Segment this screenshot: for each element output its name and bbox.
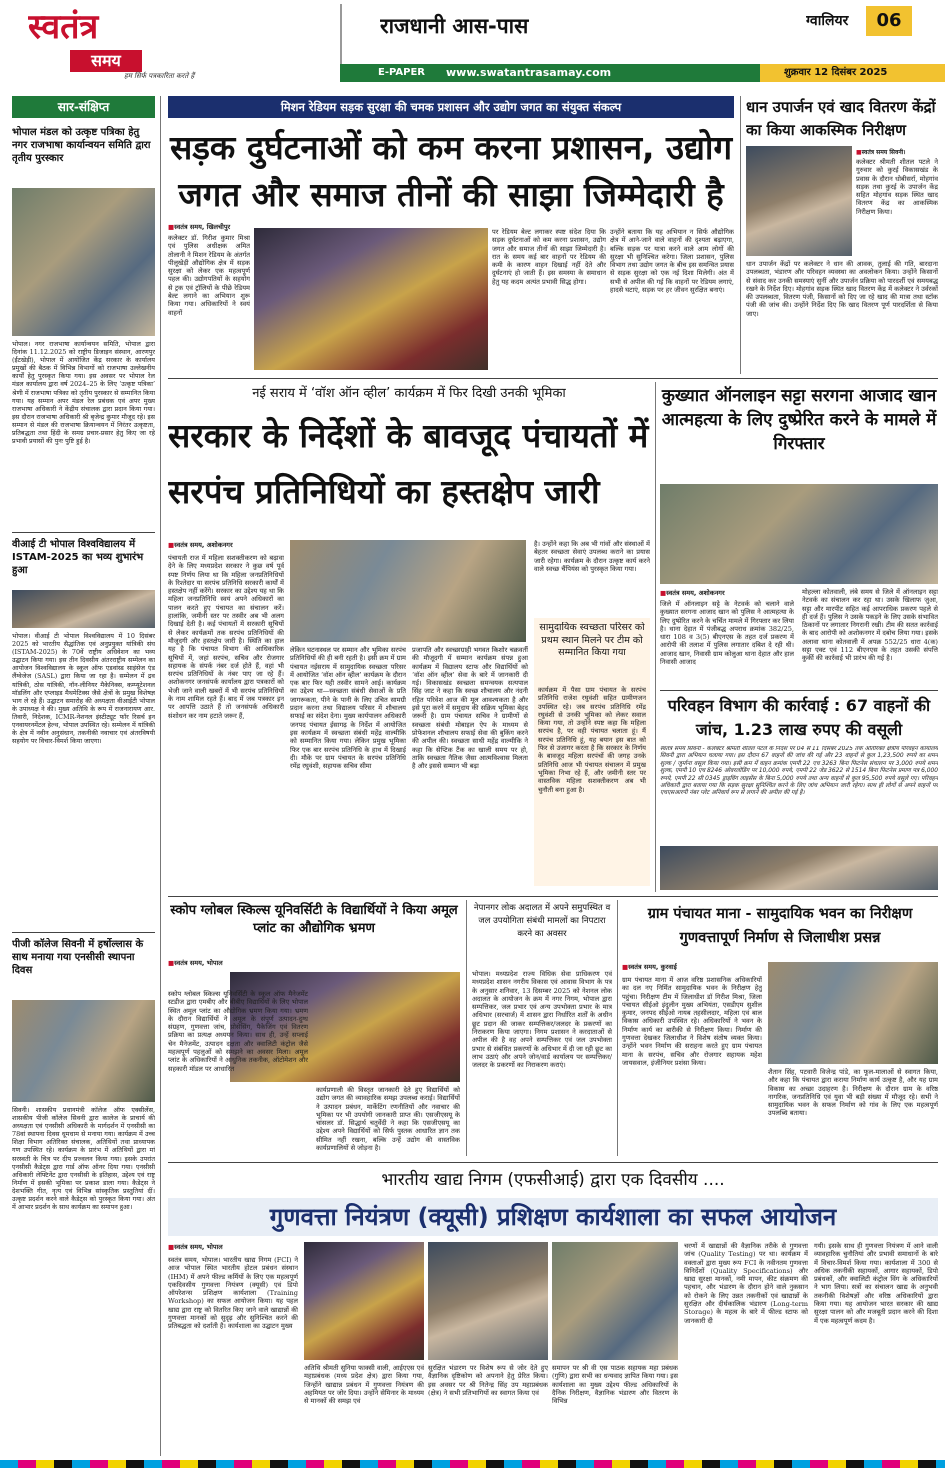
story4-photo xyxy=(660,846,938,890)
story6-headline: नेपानगर लोक अदालत में अपने समुपस्थित व जल उपयोगिता संबंधी मामलों का निपटारा करने का अवसर xyxy=(473,903,611,939)
story8-col2: अतिथि श्रीमती सुनिया फाक्सी वाली, आईएएस एवं महाप्रबंधक (मध्य प्रदेश क्षेत्र) द्वारा किया गया, जिन्होंने खाद्यान्न प्रबंधन में गुणवत्ता नियंत्रण की अहमियत पर जोर दिया। उन्होंने सेमिनार के माध्यम से मानकों की समझ एवं xyxy=(304,1364,424,1406)
story7-headline: ग्राम पंचायत माना - सामुदायिक भवन का निरीक्षण गुणवत्तापूर्ण निर्माण से जिलाधीश प्रसन्न xyxy=(647,906,913,946)
sidebar-item1-body: भोपाल। नगर राजभाषा कार्यान्वयन समिति, भोपाल द्वारा दिनांक 11.12.2025 को राष्ट्रीय डिजाइन संस्थान, आरणपुर (ईंटखेड़ी), भोपाल में आयोजित केंद्र सरकार के कार्यालय प्रमुखों की बैठक में विभिन्न विभागों को राजभाषा उल्लेखनीय कार्यों हेतु पुरस्कृत किया गया। इस अवसर पर भोपाल रेल मंडल कार्यालय द्वारा वर्ष 2024–25 के लिए ‘उत्कृष्ट पत्रिका’ श्रेणी में राजभाषा पत्रिका को तृतीय पुरस्कार से सम्मानित किया गया। यह सम्मान अपर मंडल रेल प्रबंधक एवं अपर मुख्य राजभाषा अधिकारी ने केंद्रीय संचालक द्वारा प्रदान किया गया। इस दौरान राजभाषा अधिकारी श्री बृजेन्द्र कुमार मौजूद रहे। इस सम्मान से मंडल की राजभाषा क्रियान्वयन में निरंतर उत्कृष्टता, प्रतिबद्धता तथा हिंदी के समग्र प्रचार-प्रसार हेतु किए जा रहे प्रभावी प्रयासों की पुनः पुष्टि हुई है। xyxy=(12,340,155,446)
story7-col1: ग्राम पंचायत माना में आज वरिष्ठ प्रशासनिक अधिकारियों का दल नए निर्मित सामुदायिक भवन के निरीक्षण हेतु पहुंचा। निरीक्षण टीम में जिलाधीश डॉ गिरीश मिश्रा, जिला पंचायत सीईओ इंदुलीन मुख्य अभियंता, एसडीएम सुशील कुमार, जनपद सीईओ नायब तहसीलदार, महिला एवं बाल विकास अधिकारी उपस्थित रहे। अधिकारियों ने भवन के निर्माण कार्य का बारीकी से निरीक्षण किया। निर्माण की गुणवत्ता देखकर जिलाधीश ने विशेष संतोष व्यक्त किया। उन्होंने भवन निर्माण की सराहना करते हुए ग्राम पंचायत माना के सरपंच, सचिव और रोजगार सहायक महेश जायसवाल, इंजीनियर प्रशंसा किया। xyxy=(622,976,762,1067)
section-title: राजधानी आस-पास xyxy=(380,14,529,38)
story8-kicker: भारतीय खाद्य निगम (एफसीआई) द्वारा एक दिवसीय .... xyxy=(381,1170,725,1190)
story8-photo-2 xyxy=(428,1242,548,1360)
sidebar xyxy=(12,96,155,1456)
story6-body: भोपाल। मध्यप्रदेश राज्य विधिक सेवा प्राधिकरण एवं मध्यप्रदेश शासन नगरीय विकास एवं आवास विभाग के पत्र के अनुसार शनिवार, 13 दिसम्बर 2025 को नेशनल लोक अदालत के आयोजन के क्रम में नगर निगम, भोपाल द्वारा सम्पत्तिकर, जल प्रभार एवं अन्य उपभोक्ता प्रभार के मात्र अधिभार (सरचार्ज) में शासन द्वारा निर्धारित शर्तों के अधीन छूट प्रदान की जाकर सम्पत्तिकर/जलदर के प्रकरणों का निराकरण किया जाएगा। निगम प्रशासन ने करदाताओं से अपील की है वह अपने सम्पत्तिकर एवं जल उपभोक्ता प्रभार से संबंधित प्रकरणों के अधिभार में दी जा रही छूट का लाभ उठाएं और अपने जोन/वार्ड कार्यालय पर सम्पत्तिकर/जलदर के प्रकरणों का निराकरण कराएं। xyxy=(472,970,612,1070)
sidebar-item1-photo xyxy=(12,188,155,336)
story8-col6: गयी। इसके साथ ही गुणवत्ता नियंत्रण में आने वाली व्यावहारिक चुनौतियां और प्रभावी समाधानों के बारे में विचार-विमर्श किया गया। कार्यशाला में 300 से अधिक तकनीकी सहायकों, आगार सहायकों, डिपो प्रबंधकों, और क्वालिटी कंट्रोल विंग के अधिकारियों ने भाग लिया। सत्रों का संचालन खाद्य के अनुभवी तकनीकी विशेषज्ञों और वरिष्ठ अधिकारियों द्वारा किया गया। यह आयोजन भारत सरकार की खाद्य सुरक्षा पालन को और मजबूती प्रदान करने की दिशा में एक महत्वपूर्ण कदम है। xyxy=(814,1242,938,1325)
sidebar-divider-1 xyxy=(12,532,155,533)
story2-box-body: कार्यक्रम में पैसा ग्राम पंचायत के सरपंच प्रतिनिधि राजेश रघुवंशी सहित ग्रामीणजन उपस्थित रहे। जब सरपंच प्रतिनिधि रमेंद्र रघुवंशी से उनकी भूमिका को लेकर सवाल किया गया, तो उन्होंने स्पष्ट कहा कि महिला सरपंच है, पर वही पंचायत चलाता हूं। मैं सरपंच प्रतिनिधि हूं, यह बयान इस बात को फिर से उजागर करता है कि सरकार के निर्णय के बावजूद महिला सरपंचों की जगह उनके प्रतिनिधि आज भी पंचायत संचालन में प्रमुख भूमिका निभा रहे हैं, और जमीनी स्तर पर वास्तविक महिला सशक्तीकरण अब भी चुनौती बना हुआ है। xyxy=(538,686,646,794)
story3-byline: ■ स्वतंत्र समय, अशोकनगर xyxy=(660,588,820,598)
sidebar-item3-headline: पीजी कॉलेज सिवनी में हर्षोल्लास के साथ मनाया गया एनसीसी स्थापना दिवस xyxy=(12,939,144,976)
sidebar-vertical-rule xyxy=(160,96,161,1456)
story3-photo xyxy=(660,484,938,584)
story5-right-rule xyxy=(466,900,467,1156)
story2-col2: लेकिन घटनास्थल पर सम्मान और भूमिका सरपंच प्रतिनिधियों की ही बनी रहती है। इसी क्रम में ग्राम पंचायत नईसराय में सामुदायिक स्वच्छता परिसर में आयोजित ‘वॉश ऑन व्हील’ कार्यक्रम के दौरान एक बार फिर यही तस्वीर सामने आई। कार्यक्रम का उद्देश्य था—स्वच्छता संबंधी सेवाओं के प्रति जागरूकता, पीने के पानी के लिए उचित सामग्री प्रदान करना तथा विद्यालय परिसर में शौचालय सफाई का संदेश देना। मुख्य कार्यपालन अधिकारी जनपद पंचायत ईसागढ़ के निर्देश में आयोजित इस कार्यक्रम में स्वच्छता संबंधी महेंद्र वाल्मीकि को सम्मानित किया गया। लेकिन प्रमुख भूमिका फिर एक बार सरपंच प्रतिनिधि के हाथ में दिखाई दी। मौके पर ग्राम पंचायत के सरपंच प्रतिनिधि रमेंद्र रघुवंशी, सहायक सचिव सीमा xyxy=(290,646,406,771)
sidebar-divider-2 xyxy=(12,932,155,933)
story5-col2: कार्यप्रणाली की विस्तृत जानकारी देते हुए विद्यार्थियों को उद्योग जगत की व्यावहारिक समझ उपलब्ध कराई। विद्यार्थियों ने उत्पादन प्रबंधन, मार्केटिंग रणनीतियों और नवाचार की भूमिका पर भी उपयोगी जानकारी प्राप्त की। एसजीएसयू के चांसलर डॉ. सिद्धार्थ चतुर्वेदी ने कहा कि एसजीएसयू का उद्देश्य अपने विद्यार्थियों को सिर्फ पुस्तक आधारित ज्ञान तक सीमित नहीं रखना, बल्कि उन्हें उद्योग की वास्तविक कार्यप्रणालियों से जोड़ना है। xyxy=(316,1086,460,1153)
sidebar-item2-photo xyxy=(12,590,155,628)
lead-right-rule xyxy=(740,96,741,374)
story2-box-title: सामुदायिक स्वच्छता परिसर को प्रथम स्थान मिलने पर टीम को सम्मानित किया गया xyxy=(539,622,645,658)
sidebar-item2-body: भोपाल। वीआई टी भोपाल विश्वविद्यालय में 10 दिसंबर 2025 को भारतीय सैद्धांतिक एवं अनुप्रयुक्त यांत्रिकी संघ (ISTAM-2025) के 70वें राष्ट्रीय अधिवेशन का भव्य उद्घाटन किया गया। इस तीन दिवसीय अंतरराष्ट्रीय सम्मेलन का आयोजन विश्वविद्यालय के स्कूल ऑफ एडवांस्ड साइंसेज एंड लैंग्वेजेज (SASL) द्वारा किया जा रहा है। सम्मेलन में द्रव यांत्रिकी, ठोस यांत्रिकी, नॉन-लीनियर मैकेनिक्स, कम्प्यूटेशनल मॉडलिंग और एप्लाइड मैथमेटिक्स जैसे क्षेत्रों के प्रमुख विशेषज्ञ भाग ले रहे हैं। उद्घाटन समारोह की अध्यक्षता वीआईटी भोपाल के उपाध्यक्ष ने की। मुख्य अतिथि के रूप में राजनारायण आर. तिवारी, निदेशक, ICMR-नेशनल इंस्टीट्यूट फॉर रिसर्च इन एनवायरनमेंटल हेल्थ, भोपाल उपस्थित रहे। सम्मेलन में यांत्रिकी के क्षेत्र में नवीन अनुसंधान, तकनीकी नवाचार एवं अंतरविषयी सहयोग पर विचार-विमर्श किया जाएगा। xyxy=(12,632,155,746)
sidebar-item3-body: सिवनी। शासकीय प्रधानमंत्री कॉलेज ऑफ एक्सीलेंस, शासकीय पीजी कॉलेज सिवनी द्वारा कालेज के प्राचार्य की अध्यक्षता एवं एनसीसी अधिकारी के मार्गदर्शन में एनसीसी का 78वां स्थापना दिवस धूमधाम से मनाया गया। कार्यक्रम में उच्च शिक्षा विभाग अतिरिक्त संचालक, अतिथियों तथा प्राध्यापक गण उपस्थित रहे। कार्यक्रम के प्रारंभ में अतिथियों द्वारा मां सरस्वती के चित्र पर दीप प्रज्वलन किया गया। इसके उपरांत एनसीसी कैडेट्स द्वारा गार्ड ऑफ ऑनर दिया गया। एनसीसी अधिकारी लेफ्टिनेंट द्वारा एनसीसी के इतिहास, उद्देश्य एवं राष्ट्र निर्माण में इसकी भूमिका पर प्रकाश डाला गया। कैडेट्स ने देशभक्ति गीत, नृत्य एवं विभिन्न सांस्कृतिक प्रस्तुतियां दीं। उत्कृष्ट प्रदर्शन करने वाले कैडेट्स को पुरस्कृत किया गया। अंत में आभार प्रदर्शन के साथ कार्यक्रम का समापन हुआ। xyxy=(12,1106,155,1212)
lead-kicker: मिशन रेडियम सड़क सुरक्षा की चमक प्रशासन और उद्योग जगत का संयुक्त संकल्प xyxy=(168,96,734,118)
lead-col3: उन्होंने बताया कि यह अभियान न सिर्फ औद्योगिक क्षेत्र में आने-जाने वाले वाहनों की दृश्यता बढ़ाएगा, बल्कि सड़क पर यात्रा करने वाले आम लोगों की सुरक्षा भी सुनिश्चित करेगा। जिला प्रशासन, पुलिस विभाग तथा उद्योग जगत के बीच इस समन्वित प्रयास से सड़क सुरक्षा को एक नई दिशा मिलेगी। अंत में सभी से अपील की गई कि वाहनों पर रेडियम लगाएं, हादसे घटाएं, सड़क पर हर जीवन सुरक्षित बनाएं। xyxy=(610,228,734,295)
sidebar-item2-headline: वीआई टी भोपाल विश्वविद्यालय में ISTAM-2025 का भव्य शुभारंभ हुआ xyxy=(12,539,144,576)
story8-photo-1 xyxy=(304,1242,424,1360)
issue-date: शुक्रवार 12 दिसंबर 2025 xyxy=(784,67,888,78)
logo xyxy=(22,6,195,86)
story7-byline: ■ स्वतंत्र समय, कुरवाई xyxy=(622,962,782,972)
story5-byline: ■ स्वतंत्र समय, भोपाल xyxy=(168,958,328,968)
sidebar-title: सार-संक्षिप्त xyxy=(12,96,155,118)
story2-byline: ■ स्वतंत्र समय, अशोकनगर xyxy=(168,540,368,550)
story4-body: स्वतंत्र समय सिवनी - कलेक्टर श्रीमती शीतल पटले के निर्देश पर 04 से 11 दिसंबर 2025 तक अतिरिक्त क्षेत्रीय परिवहन कार्यालय सिवनी द्वारा अभियान चलाया गया। इस दौरान 67 वाहनों की जांच की गई और 23 वाहनों से कुल 1,23,500 रुपये का शमन शुल्क / जुर्माना वसूल किया गया। इसी क्रम में वाहन क्रमांक एमपी 22 एच 3263 बिना फिटनेस संचालन पर 3,000 रुपये शमन शुल्क, एमपी 10 एच 8246 ओवरलोडिंग पर 10,000 रुपये, एमपी 22 जेड 3622 से 1514 बिना फिटनेस प्रमाण पत्र 6,000 रुपये, एमपी 22 सी 0345 ड्राइविंग लाइसेंस के बिना 5,000 रुपये तथा अन्य वाहनों से कुल 95,500 रुपये वसूले गए। परिवहन अधिकारी द्वारा बताया गया कि सड़क सुरक्षा सुनिश्चित करने के लिए जांच अभियान जारी रहेगा। साथ ही लोगों से अपने वाहनों पर एचएसआरपी नंबर प्लेट अनिवार्य रूप से लगाने की अपील की गई है। xyxy=(660,746,938,797)
rule-row3 xyxy=(168,1162,938,1163)
lead-byline: ■ स्वतंत्र समय, खिलचीपुर xyxy=(168,222,358,232)
story2-right-rule xyxy=(655,382,656,892)
story7-col2: शैतान सिंह, पटवारी विजेन्द्र पांडे, का फूल-मालाओं से स्वागत किया, और कहा कि पंचायत द्वारा कराया निर्माण कार्य उत्कृष्ट है, और यह ग्राम विकास का अच्छा उदाहरण है। निरीक्षण के दौरान ग्राम के वरिष्ठ नागरिक, जनप्रतिनिधि एवं युवा भी बड़ी संख्या में मौजूद रहे। सभी ने सामुदायिक भवन के सफल निर्माण को गांव के लिए एक महत्वपूर्ण उपलब्धि बताया। xyxy=(768,1068,938,1118)
story2-kicker: नई सराय में ‘वॉश ऑन व्हील’ कार्यक्रम में फिर दिखी उनकी भूमिका xyxy=(252,386,566,401)
sidebar-item1-headline: भोपाल मंडल को उत्कृष्ट पत्रिका हेतु नगर राजभाषा कार्यान्वयन समिति द्वारा तृतीय पुरस्कार xyxy=(12,127,151,164)
story8-col4: समापन पर श्री वी एस पाठक सहायक महा प्रबंधक (गुणि) द्वारा सभी का धन्यवाद ज्ञापित किया गया। इस कार्यशाला का मुख्य उद्देश्य फील्ड अधिकारियों के दैनिक निरीक्षण, वैज्ञानिक भंडारण और वितरण के विभिन्न xyxy=(552,1364,678,1406)
story2-col4: है। उन्होंने कहा कि अब भी गांवों और संस्थाओं में बेहतर स्वच्छता सेवाएं उपलब्ध कराने का प्रयास जारी रहेगा। कार्यक्रम के दौरान उत्कृष्ट कार्य करने वाले स्वच्छ चैंपियंस को पुरस्कृत किया गया। xyxy=(534,540,650,573)
lead-col2: पर रेडियम बेल्ट लगाकर स्पष्ट संदेश दिया कि सड़क दुर्घटनाओं को कम करना प्रशासन, उद्योग जगत और समाज तीनों की साझा जिम्मेदारी है। रात के समय कई बार वाहनों पर रेडियम की कमी के कारण वाहन दिखाई नहीं देते और दुर्घटनाएं हो जाती हैं। इस समस्या के समाधान हेतु यह कदम अत्यंत प्रभावी सिद्ध होगा। xyxy=(492,228,606,286)
story8-col5: चरणों में खाद्यान्नों की वैज्ञानिक तरीके से गुणवत्ता जांच (Quality Testing) पर था। कार्यक्रम में वक्ताओं द्वारा मुख्य रूप FCI के नवीनतम गुणवत्ता विनिर्देशों (Quality Specifications) और खाद्य सुरक्षा मानकों, नमी मापन, कीट संक्रमण की पहचान, और भंडारण के दौरान होने वाले नुकसान को रोकने के लिए उन्नत तकनीकों एवं खाद्यान्नों के सुरक्षित और दीर्घकालिक भंडारण (Long-term Storage) के महत्व के बारे में फील्ड स्टाफ को जानकारी दी xyxy=(684,1242,808,1325)
story8-headline: गुणवत्ता नियंत्रण (क्यूसी) प्रशिक्षण कार्यशाला का सफल आयोजन xyxy=(269,1203,837,1231)
story3-headline: कुख्यात ऑनलाइन सट्टा सरगना आजाद खान आत्महत्या के लिए दुष्प्रेरित करने के मामले में गिरफ्तार xyxy=(661,386,937,454)
tagline: हम सिर्फ पत्रकारिता करते हैं xyxy=(124,72,195,80)
story4-headline: परिवहन विभाग की कार्रवाई : 67 वाहनों की जांच, 1.23 लाख रुपए की वसूली xyxy=(667,696,931,739)
website-link[interactable]: www.swatantrasamay.com xyxy=(446,66,612,79)
story8-col3: सुरक्षित भंडारण पर विशेष रूप से जोर देते हुए वैज्ञानिक दृष्टिकोण को अपनाने हेतु प्रेरित किया। इस अवसर पर श्री नितेन्द्र सिंह उप महाप्रबंधक (क्षेत्र) ने सभी प्रतिभागियों का स्वागत किया एवं xyxy=(428,1364,548,1397)
sidebar-item3-photo xyxy=(12,1000,155,1102)
lead-photo xyxy=(254,228,488,370)
story2-col3: प्रजापति और स्वच्छाग्राही भगवत किशोर चक्रवर्ती की मौजूदगी में सम्मान कार्यक्रम संपन्न हुआ कार्यक्रम में विद्यालय स्टाफ और विद्यार्थियों को ‘वॉश ऑन व्हील’ सेवा के बारे में जानकारी दी गई। विकासखंड स्वच्छता समन्वयक सत्यपाल सिंह जाट ने कहा कि स्वच्छ शौचालय और नंदनी रहित परिवेश आज की मूल आवश्यकता है और इसे पूरा करने में समुदाय की सक्रिय भूमिका बेहद जरूरी है। ग्राम पंचायत सचिव ने ग्रामीणों से स्वच्छता संबंधी मोबाइल ऐप के माध्यम से प्रोफेशनल शौचालय सफाई सेवा की बुकिंग करने की अपील की। स्वच्छता साथी महेंद्र वाल्मीकि ने कहा कि सेप्टिक टैंक का खाली समय पर हो, ताकि स्वच्छता नैतिक जैसा आत्मविश्वास मिलता है और इससे सम्मान भी बढ़ा xyxy=(412,646,528,771)
story2-photo xyxy=(290,540,526,642)
rule-row2 xyxy=(168,896,938,897)
rule-story3 xyxy=(660,690,938,691)
topright-body: धान उपार्जन केंद्रों पर कलेक्टर ने धान की आवक, तुलाई की गति, बारदाना उपलब्धता, भंडारण और परिवहन व्यवस्था का अवलोकन किया। उन्होंने किसानों से संवाद कर उनकी समस्याएं सुनीं और उपार्जन प्रक्रिया को पारदर्शी एवं समयबद्ध रखने के निर्देश दिए। मोहगांव सड़क स्थित खाद वितरण केंद्र में कलेक्टर ने उर्वरकों की उपलब्धता, वितरण पंजी, किसानों को दिए जा रहे खाद की मात्रा तथा स्टॉक पंजी की जांच की। उन्होंने निर्देश दिए कि खाद वितरण पूर्ण पारदर्शिता से किया जाए। xyxy=(746,260,938,318)
topright-photo xyxy=(746,146,852,256)
story2-col1: पंचायती राज में महिला सशक्तीकरण को बढ़ावा देने के लिए मध्यप्रदेश सरकार ने कुछ वर्ष पूर्व स्पष्ट निर्णय लिया था कि महिला जनप्रतिनिधियों के रिश्तेदार या सरपंच प्रतिनिधि सरकारी कार्यों में हस्तक्षेप नहीं करेंगे। सरकार का उद्देश्य यह था कि महिला जनप्रतिनिधि स्वयं अपने अधिकारों का पालन करते हुए पंचायत का संचालन करें। हालांकि, जमीनी स्तर पर तस्वीर अब भी अलग दिखाई देती है। कई पंचायतों में सरकारी सूचियों से लेकर कार्यक्रमों तक सरपंच प्रतिनिधियों की मौजूदगी और हस्तक्षेप जारी है। स्थिति का हाल यह है कि पंचायत विभाग की आधिकारिक सूचियों में, जहां सरपंच, सचिव और रोजगार सहायक के संपर्क नंबर दर्ज होते हैं, वहां भी सरपंच प्रतिनिधियों के नंबर पाए जा रहे हैं। अशोकनगर जनसंपर्क कार्यालय द्वारा पत्रकारों को भेजी जाने वाली खबरों में भी सरपंच प्रतिनिधियों के नाम शामिल रहते हैं। बाद में जब पत्रकार इन पर आपत्ति उठाते हैं तो जनसंपर्क अधिकारी संशोधन कर नाम हटाते जरूर हैं, xyxy=(168,554,284,720)
logo-top-text: स्वतंत्र xyxy=(28,7,99,47)
rule-row1 xyxy=(168,378,938,379)
story3-col2: मोहल्ला कोतवाली, लंबे समय से जिले में ऑनलाइन सट्टा नेटवर्क का संचालन कर रहा था। उसके खिलाफ जुआ, सट्टा और मारपीट सहित कई आपराधिक प्रकरण पहले से ही दर्ज हैं। पुलिस ने उसके पकड़ने के लिए उसके संभावित ठिकानों पर लगातार निगरानी रखी। टीम की सतत कार्रवाई के बाद आरोपी को अशोकनगर में दबोच लिया गया। इसके अलावा थाना कोतवाली में अपक्र 552/25 धारा 4(क) सट्टा एक्ट एवं 112 बीएनएस के तहत उसकी संपत्ति कुर्की की कार्रवाई भी प्रारंभ की गई है। xyxy=(802,588,938,663)
lead-headline: सड़क दुर्घटनाओं को कम करना प्रशासन, उद्योग जगत और समाज तीनों की साझा जिम्मेदारी है xyxy=(169,128,733,214)
lead-col1: कलेक्टर डॉ. गिरीश कुमार मिश्रा एवं पुलिस अधीक्षक अमित तोलानी ने मिशन रेडियम के अंतर्गत पीलूखेड़ी औद्योगिक क्षेत्र में सड़क सुरक्षा को लेकर एक महत्वपूर्ण पहल की। उद्योगपतियों के सहयोग से ट्रक एवं ट्रॉलियों के पीछे रेडियम बेल्ट लगाने का अभियान शुरू किया गया। अधिकारियों ने स्वयं वाहनों xyxy=(168,234,250,317)
story2-headline: सरकार के निर्देशों के बावजूद पंचायतों में सरपंच प्रतिनिधियों का हस्तक्षेप जारी xyxy=(168,416,649,511)
story7-photo xyxy=(768,962,938,1064)
story5-headline: स्कोप ग्लोबल स्किल्स यूनिवर्सिटी के विद्यार्थियों ने किया अमूल प्लांट का औद्योगिक भ्रमण xyxy=(170,903,458,936)
story3-col1: जिले में ऑनलाइन सट्टे के नेटवर्क को चलाने वाले कुख्यात सरगना आजाद खान को पुलिस ने आत्महत्या के लिए दुष्प्रेरित करने के चर्चित मामले में गिरफ्तार कर लिया है। थाना देहात में पंजीबद्ध अपराध क्रमांक 382/25, धारा 108 व 3(5) बीएनएस के तहत दर्ज प्रकरण में आरोपी की तलाश में पुलिस लगातार दबिश दे रही थी। आजाद खान, निवासी ग्राम कोलुआ थाना देहात और हाल निवासी आजाद xyxy=(660,600,794,667)
logo-bottom-text: समय xyxy=(70,50,142,72)
story8-photo-3 xyxy=(552,1242,678,1360)
masthead xyxy=(0,0,945,88)
epaper-label: E-PAPER xyxy=(378,67,425,78)
story6-right-rule xyxy=(617,900,618,1156)
story8-byline: ■ स्वतंत्र समय, भोपाल xyxy=(168,1242,308,1252)
story8-col1: स्वतंत्र समय, भोपाल। भारतीय खाद्य निगम (FCI) ने आज भोपाल स्थित भारतीय होटल प्रबंधन संस्थान (IHM) में अपने फील्ड कर्मियों के लिए एक महत्वपूर्ण एकदिवसीय गुणवत्ता नियंत्रण (क्यूसी) एवं डिपो ऑपरेशन्स प्रशिक्षण कार्यशाला (Training Workshop) का सफल आयोजन किया। यह पहल खाद्य द्वारा राष्ट्र को वितरित किए जाने वाले खाद्यान्नों की गुणवत्ता मानकों को सुदृढ़ और सुनिश्चित करने की प्रतिबद्धता को दर्शाती है। कार्यशाला का उद्घाटन मुख्य xyxy=(168,1256,298,1331)
header-divider xyxy=(340,4,342,64)
city-label: ग्वालियर xyxy=(806,13,849,29)
page-number: 06 xyxy=(866,6,912,36)
topright-col-side: कलेक्टर श्रीमती शीतल पटले ने गुरुवार को कुरई विकासखंड के प्रवास के दौरान धोबीसर्रा, मोहगांव सड़क तथा कुरई के उपार्जन केंद्र सहित मोहगांव सड़क स्थित खाद वितरण केंद्र का आकस्मिक निरीक्षण किया। xyxy=(856,158,938,216)
story5-col1: स्कोप ग्लोबल स्किल्स यूनिवर्सिटी के स्कूल ऑफ मैनेजमेंट स्टडीज द्वारा एमबीए और बीबीए विद्यार्थियों के लिए भोपाल स्थित अमूल प्लांट का औद्योगिक भ्रमण किया गया। भ्रमण के दौरान विद्यार्थियों ने अमूल के संपूर्ण उत्पादन-दुग्ध संग्रहण, गुणवत्ता जांच, प्रोसेसिंग, पैकेजिंग एवं वितरण प्रक्रिया का प्रत्यक्ष अध्ययन किया। साथ ही, उन्हें सप्लाई चेन मैनेजमेंट, उत्पादन दक्षता और क्वालिटी कंट्रोल जैसे महत्वपूर्ण पहलुओं को समझने का अवसर मिला। अमूल प्लांट के अधिकारियों ने आधुनिक तकनीक, ऑटोमेशन और सहकारी मॉडल पर आधारित xyxy=(168,990,308,1073)
topright-byline: ■ स्वतंत्र समय सिवनी। xyxy=(856,148,940,158)
topright-headline: धान उपार्जन एवं खाद वितरण केंद्रों का किया आकस्मिक निरीक्षण xyxy=(746,98,936,139)
print-register-strip xyxy=(0,1460,945,1468)
